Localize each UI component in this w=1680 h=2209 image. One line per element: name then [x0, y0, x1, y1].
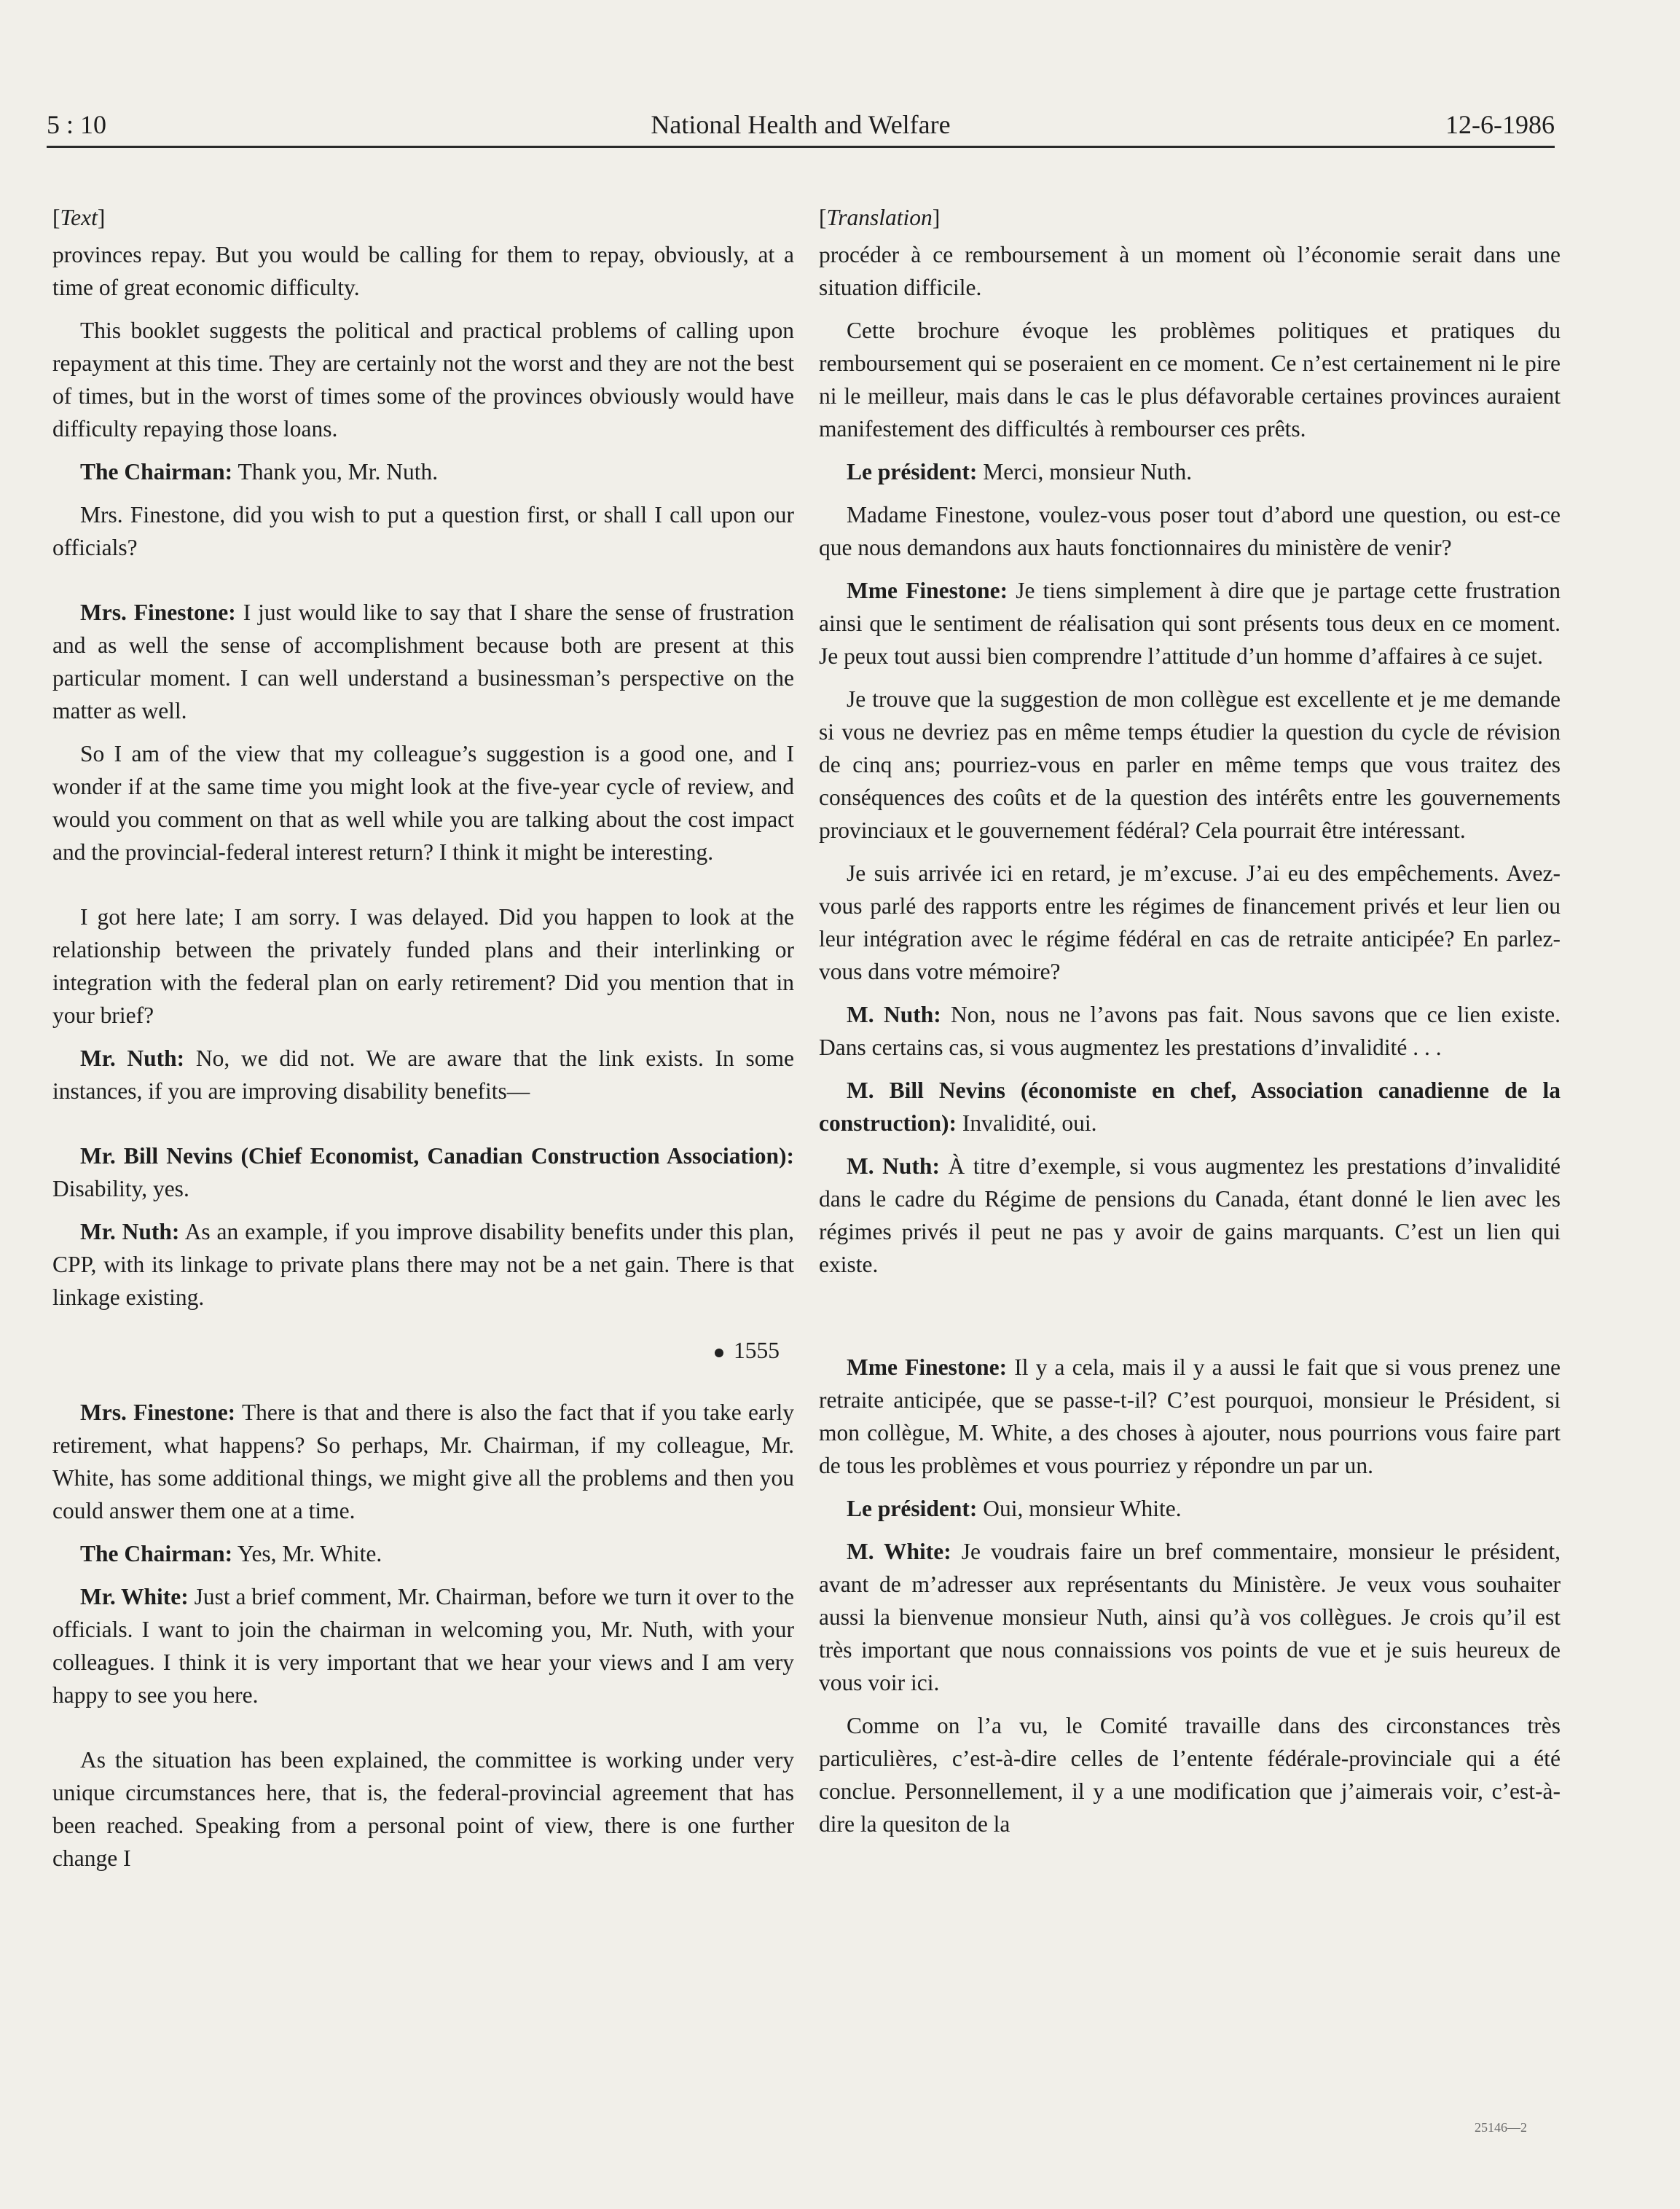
paragraph: Mr. Bill Nevins (Chief Economist, Canadian Construction Association): Disability, yes.	[52, 1143, 794, 1201]
paragraph: Mr. Nuth: No, we did not. We are aware that the link exists. In some instances, if you are improving disability benefits—	[52, 1045, 794, 1104]
header-rule	[47, 146, 1555, 148]
speaker-name: Mr. Bill Nevins (Chief Economist, Canadian Construction Association):	[80, 1143, 794, 1169]
paragraph: As the situation has been explained, the committee is working under very unique circumstances here, that is, the federal-provincial agreement that has been reached. Speaking from a personal point of view, there is one further change I	[52, 1747, 794, 1871]
paragraph: Je trouve que la suggestion de mon collègue est excellente et je me demande si vous ne devriez pas en même temps étudier la question du cycle de révision de cinq ans; pourriez-vous en parler en même temps que vous traitez des conséquences des coûts et de la question des intérêts entre les gouvernements provinciaux et le gouvernement fédéral? Cela pourrait être intéressant.	[819, 686, 1561, 843]
speaker-name: Mrs. Finestone:	[80, 1400, 236, 1425]
paragraph: This booklet suggests the political and practical problems of calling upon repayment at this time. They are certainly not the worst and they are not the best of times, but in the worst of times some of the provinces obviously would have difficulty repaying those loans.	[52, 318, 794, 442]
paragraph: So I am of the view that my colleague’s suggestion is a good one, and I wonder if at the same time you might look at the five-year cycle of review, and would you comment on that as well while you are talking about the cost impact and the provincial-federal interest return? I think it might be interesting.	[52, 741, 794, 865]
paragraph: I got here late; I am sorry. I was delayed. Did you happen to look at the relationship between the privately funded plans and their interlinking or integration with the federal plan on early retirement? Did you mention that in your brief?	[52, 904, 794, 1028]
paragraph: Madame Finestone, voulez-vous poser tout d’abord une question, ou est-ce que nous demandons aux hauts fonctionnaires du ministère de venir?	[819, 502, 1561, 560]
paragraph: The Chairman: Yes, Mr. White.	[80, 1541, 382, 1566]
speaker-name: Mr. White:	[80, 1584, 189, 1609]
paragraph: M. Nuth: Non, nous ne l’avons pas fait. Nous savons que ce lien existe. Dans certains cas, si vous augmentez les prestations d’invalidité . . .	[819, 1002, 1561, 1060]
page-title: National Health and Welfare	[651, 110, 951, 139]
paragraph: The Chairman: Thank you, Mr. Nuth.	[80, 459, 439, 484]
paragraph: Comme on l’a vu, le Comité travaille dans des circonstances très particulières, c’est-à-dire celles de l’entente fédérale-provinciale qui a été conclue. Personnellement, il y a une modification que j’aimerais voir, c’est-à-dire la quesiton de la	[819, 1713, 1561, 1837]
paragraph: Mrs. Finestone: There is that and there is also the fact that if you take early retirement, what happens? So perhaps, Mr. Chairman, if my colleague, Mr. White, has some additional things, we might give all the problems and then you could answer them one at a time.	[52, 1400, 795, 1523]
speaker-name: M. Nuth:	[847, 1153, 940, 1179]
paragraph: Mr. White: Just a brief comment, Mr. Chairman, before we turn it over to the officials. I want to join the chairman in welcoming you, Mr. Nuth, with your colleagues. I think it is very important that we hear your views and I am very happy to see you here.	[52, 1584, 794, 1708]
paragraph: Le président: Merci, monsieur Nuth.	[847, 459, 1193, 484]
speaker-name: Mr. Nuth:	[80, 1219, 180, 1244]
translation-tag: [Translation]	[819, 205, 941, 230]
text-tag: [Text]	[52, 205, 106, 230]
paragraph: Le président: Oui, monsieur White.	[847, 1496, 1182, 1521]
paragraph: Je suis arrivée ici en retard, je m’excuse. J’ai eu des empêchements. Avez-vous parlé des rapports entre les régimes de financement privés et leur lien ou leur intégration avec le régime fédéral en cas de retraite anticipée? En parlez-vous dans votre mémoire?	[819, 860, 1561, 984]
paragraph: M. Bill Nevins (économiste en chef, Association canadienne de la construction): Invalidité, oui.	[819, 1078, 1561, 1136]
bullet-icon	[715, 1349, 723, 1357]
paragraph: Mrs. Finestone: I just would like to say that I share the sense of frustration and as well the sense of accomplishment because both are present at this particular moment. I can well understand a businessman’s perspective on the matter as well.	[52, 600, 794, 723]
speaker-name: Mrs. Finestone:	[80, 600, 236, 625]
footer-code: 25146—2	[1475, 2120, 1527, 2135]
english-column	[52, 201, 794, 1885]
page-number: 5 : 10	[47, 110, 107, 139]
speaker-name: Le président:	[847, 1496, 978, 1521]
paragraph: Mr. Nuth: As an example, if you improve disability benefits under this plan, CPP, with its linkage to private plans there may not be a net gain. There is that linkage existing.	[52, 1219, 795, 1310]
speaker-name: Mme Finestone:	[847, 1354, 1008, 1380]
paragraph: Mme Finestone: Il y a cela, mais il y a aussi le fait que si vous prenez une retraite anticipée, que se passe-t-il? C’est pourquoi, monsieur le Président, si mon collègue, M. White, a des choses à ajouter, nous pourrions vous faire part de tous les problèmes et vous pourriez y répondre un par un.	[819, 1354, 1561, 1478]
speaker-name: M. Nuth:	[847, 1002, 941, 1027]
speaker-name: Mme Finestone:	[847, 578, 1008, 603]
paragraph: Mme Finestone: Je tiens simplement à dire que je partage cette frustration ainsi que le sentiment de réalisation qui sont présents tous deux en ce moment. Je peux tout aussi bien comprendre l’attitude d’un homme d’affaires à ce sujet.	[819, 578, 1561, 669]
paragraph: M. White: Je voudrais faire un bref commentaire, monsieur le président, avant de m’adresser aux représentants du Ministère. Je veux vous souhaiter aussi la bienvenue monsieur Nuth, ainsi qu’à vos collègues. Je crois qu’il est très important que nous connaissions vos points de vue et je suis heureux de vous voir ici.	[819, 1539, 1561, 1695]
speaker-name: M. White:	[847, 1539, 951, 1564]
paragraph: provinces repay. But you would be calling for them to repay, obviously, at a time of great economic difficulty.	[52, 242, 794, 300]
paragraph: Cette brochure évoque les problèmes politiques et pratiques du remboursement qui se poseraient en ce moment. Ce n’est certainement ni le pire ni le meilleur, mais dans le cas le plus défavorable certaines provinces auraient manifestement des difficultés à rembourser ces prêts.	[819, 318, 1561, 442]
speaker-name: M. Bill Nevins (économiste en chef, Association canadienne de la construction):	[819, 1078, 1561, 1136]
speaker-name: The Chairman:	[80, 459, 233, 484]
speaker-name: The Chairman:	[80, 1541, 233, 1566]
paragraph: M. Nuth: À titre d’exemple, si vous augmentez les prestations d’invalidité dans le cadre du Régime de pensions du Canada, étant donné le lien avec les régimes privés il peut ne pas y avoir de gains marquants. C’est un lien qui existe.	[819, 1153, 1561, 1277]
speaker-name: Mr. Nuth:	[80, 1045, 185, 1071]
french-column	[819, 201, 1561, 1851]
time-stamp: 1555	[52, 1334, 794, 1367]
speaker-name: Le président:	[847, 459, 978, 484]
paragraph: procéder à ce remboursement à un moment où l’économie serait dans une situation difficile.	[819, 242, 1561, 300]
page-date: 12-6-1986	[1445, 110, 1555, 139]
paragraph: Mrs. Finestone, did you wish to put a question first, or shall I call upon our officials?	[52, 502, 794, 560]
